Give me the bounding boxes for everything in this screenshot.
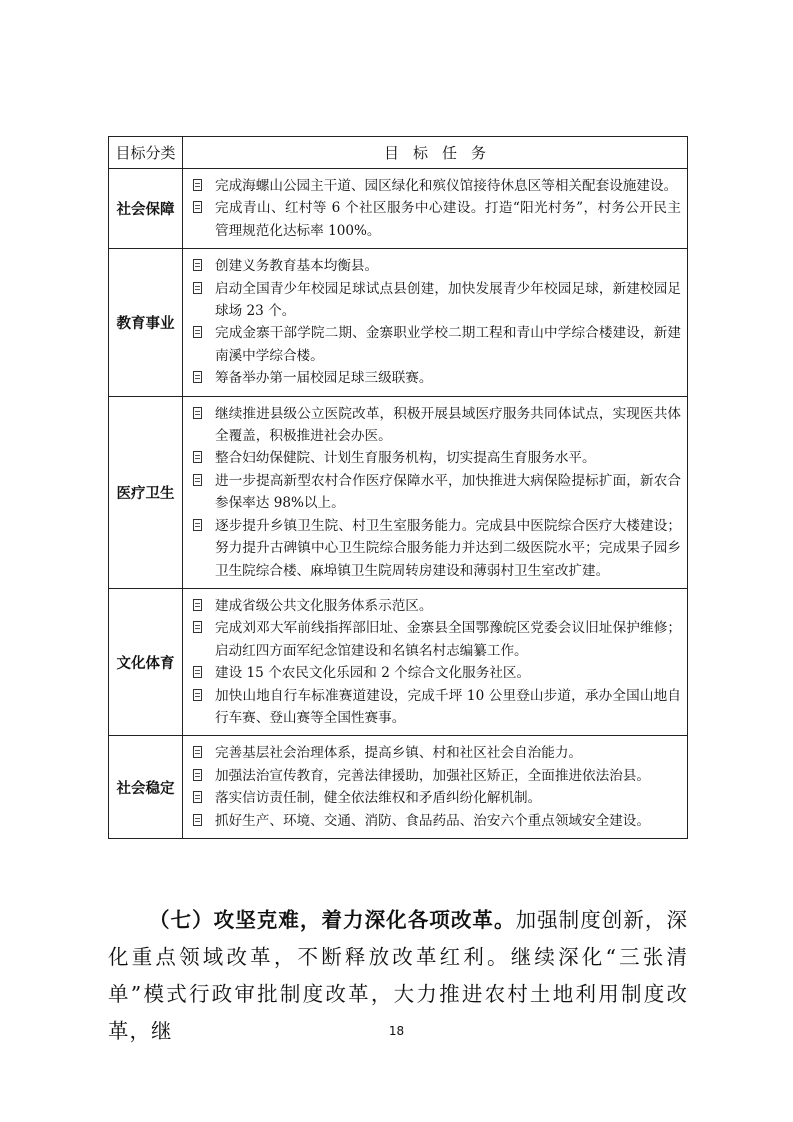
document-icon [193, 689, 202, 701]
category-cell: 医疗卫生 [109, 396, 183, 588]
task-cell [183, 169, 688, 249]
task-text: 筹备举办第一届校园足球三级联赛。 [215, 370, 433, 387]
task-cell [183, 736, 688, 839]
page-number: 18 [388, 1024, 405, 1038]
list-item [191, 447, 681, 469]
category-cell: 社会保障 [109, 169, 183, 249]
document-icon [193, 179, 202, 191]
task-text: 加快山地自行车标准赛道建设，完成千坪 10 公里登山步道，承办全国山地自行车赛、登山赛等全国性赛事。 [215, 687, 681, 726]
header-category: 目标分类 [109, 137, 183, 169]
table-row [109, 736, 688, 839]
list-item [191, 787, 681, 809]
table-row [109, 396, 688, 588]
task-text: 抓好生产、环境、交通、消防、食品药品、治安六个重点领域安全建设。 [215, 812, 650, 829]
list-item [191, 255, 681, 277]
task-text: 创建义务教育基本均衡县。 [215, 258, 379, 275]
task-text: 启动全国青少年校园足球试点县创建，加快发展青少年校园足球，新建校园足球场 23 个。 [215, 280, 681, 320]
list-item [191, 515, 681, 582]
list-item [191, 367, 681, 389]
task-list [191, 403, 681, 582]
category-cell: 文化体育 [109, 588, 183, 735]
document-icon [193, 791, 202, 803]
list-item [191, 595, 681, 617]
task-text: 加强法治宣传教育，完善法律援助，加强社区矫正，全面推进依法治县。 [215, 767, 650, 784]
list-item [191, 403, 681, 448]
list-item [191, 810, 681, 832]
document-icon [193, 814, 202, 826]
header-task: 目标任务 [183, 137, 688, 169]
task-text: 建成省级公共文化服务体系示范区。 [215, 597, 433, 614]
list-item [191, 278, 681, 323]
section-heading: （七）攻坚克难，着力深化各项改革。 [149, 908, 516, 932]
task-cell [183, 249, 688, 396]
task-list [191, 175, 681, 242]
task-list [191, 255, 681, 389]
list-item [191, 742, 681, 764]
document-icon [193, 201, 202, 213]
list-item [191, 197, 681, 242]
task-text: 建设 15 个农民文化乐园和 2 个综合文化服务社区。 [215, 665, 531, 682]
task-text: 完成刘邓大军前线指挥部旧址、金寨县全国鄂豫皖区党委会议旧址保护维修；启动红四方面军纪念馆建设和名镇名村志编纂工作。 [215, 620, 681, 659]
document-icon [193, 407, 202, 419]
document-icon [193, 259, 202, 271]
task-text: 整合妇幼保健院、计划生育服务机构，切实提高生育服务水平。 [215, 450, 596, 467]
category-cell: 社会稳定 [109, 736, 183, 839]
task-list [191, 595, 681, 729]
document-icon [193, 371, 202, 383]
document-icon [193, 519, 202, 531]
list-item [191, 617, 681, 662]
task-text: 进一步提高新型农村合作医疗保障水平，加快推进大病保险提标扩面，新农合参保率达 98%以上。 [215, 472, 681, 512]
list-item [191, 662, 681, 684]
task-text: 落实信访责任制，健全依法维权和矛盾纠纷化解机制。 [215, 790, 542, 807]
document-icon [193, 746, 202, 758]
list-item [191, 322, 681, 367]
list-item [191, 685, 681, 730]
table-row [109, 169, 688, 249]
list-item [191, 175, 681, 197]
document-icon [193, 326, 202, 338]
document-icon [193, 282, 202, 294]
document-icon [193, 599, 202, 611]
document-icon [193, 621, 202, 633]
task-cell [183, 588, 688, 735]
paragraph-text: 加强制度创新，深化重点领域改革，不断释放改革红利。继续深化“三张清单”模式行政审批制度改革，大力推进农村土地利用制度改革，继 [108, 908, 688, 1043]
list-item [191, 470, 681, 515]
list-item [191, 765, 681, 787]
task-text: 逐步提升乡镇卫生院、村卫生室服务能力。完成县中医院综合医疗大楼建设；努力提升古碑镇中心卫生院综合服务能力并达到二级医院水平；完成果子园乡卫生院综合楼、麻埠镇卫生院周转房建设和薄弱村卫生室改扩建。 [215, 517, 681, 579]
task-text: 完成海螺山公园主干道、园区绿化和殡仪馆接待休息区等相关配套设施建设。 [215, 178, 678, 194]
table-row [109, 588, 688, 735]
task-list [191, 742, 681, 832]
document-icon [193, 666, 202, 678]
table-row [109, 249, 688, 396]
document-icon [193, 474, 202, 486]
task-text: 完成金寨干部学院二期、金寨职业学校二期工程和青山中学综合楼建设，新建南溪中学综合楼。 [215, 325, 681, 364]
document-icon [193, 769, 202, 781]
table-header-row [109, 137, 688, 169]
task-text: 完善基层社会治理体系，提高乡镇、村和社区社会自治能力。 [215, 745, 583, 762]
task-text: 继续推进县级公立医院改革，积极开展县域医疗服务共同体试点，实现医共体全覆盖，积极推进社会办医。 [215, 405, 681, 445]
task-text: 完成青山、红村等 6 个社区服务中心建设。打造“阳光村务”，村务公开民主管理规范化达标率 100%。 [215, 200, 681, 239]
task-cell [183, 396, 688, 588]
document-icon [193, 451, 202, 463]
category-cell: 教育事业 [109, 249, 183, 396]
goals-table [108, 136, 688, 839]
